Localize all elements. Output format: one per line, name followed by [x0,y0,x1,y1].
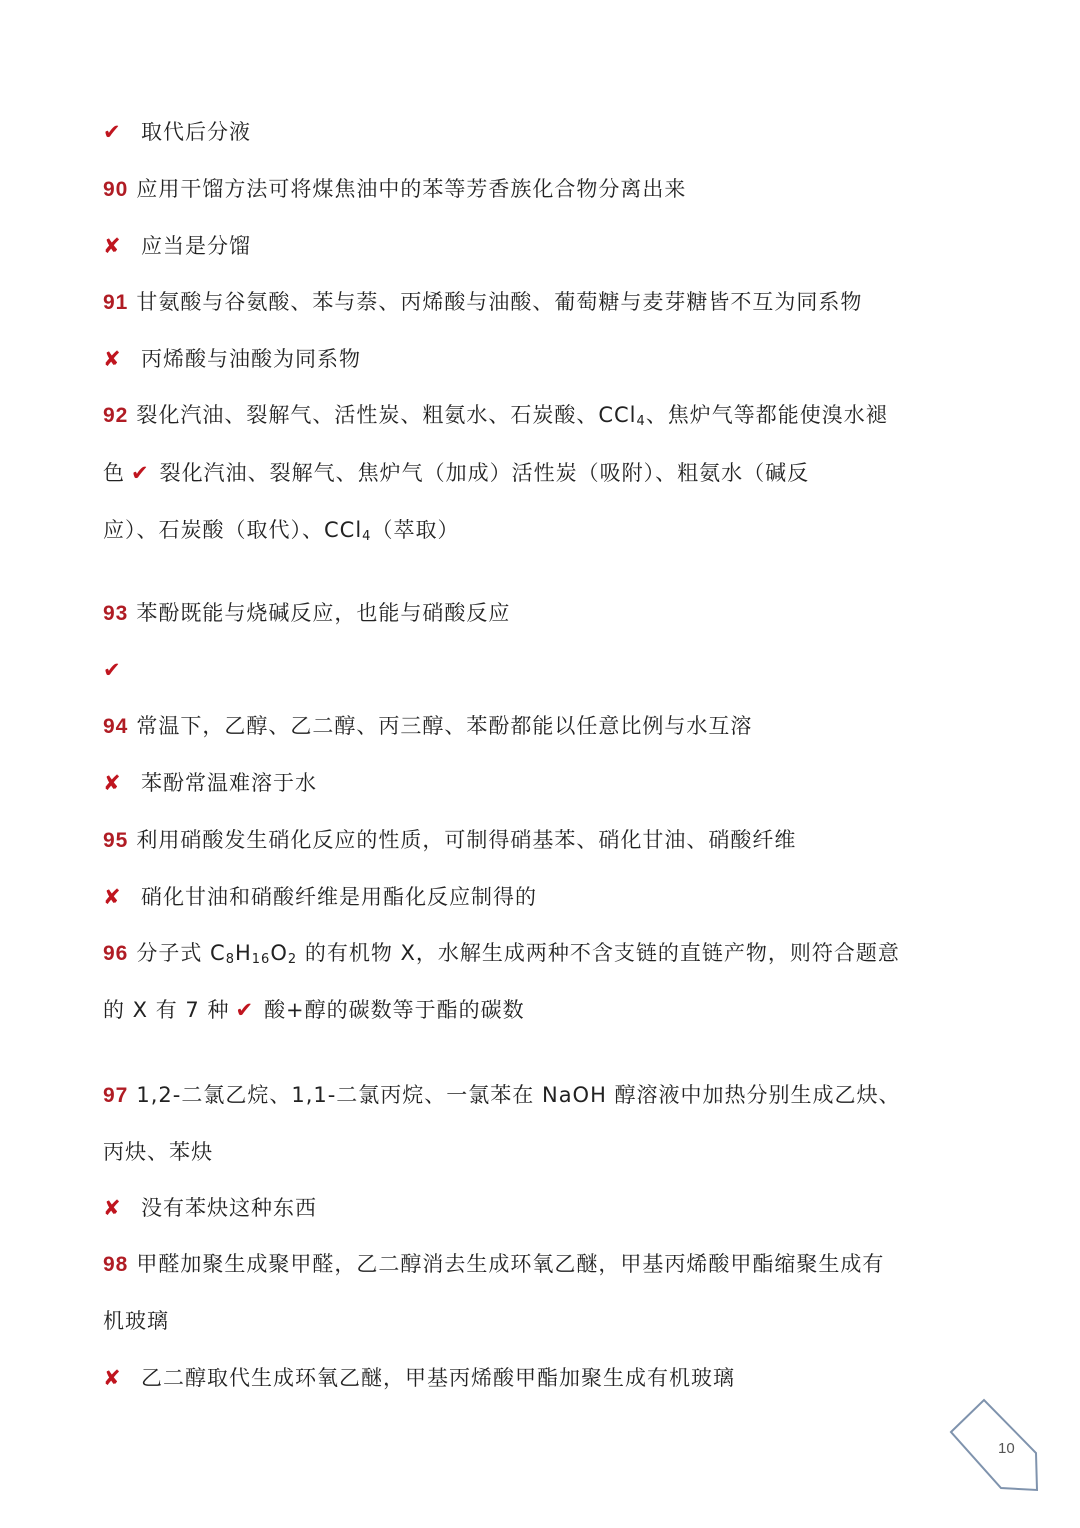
page-badge-icon [946,1396,1042,1492]
answer-line [103,117,251,147]
answer-line [103,231,251,261]
question-97 [103,1080,901,1111]
question-text: 的 X 有 7 种 [103,998,230,1022]
question-90 [103,174,686,205]
question-number: 90 [103,178,129,201]
formula-o: O [270,941,288,965]
answer-text: 没有苯炔这种东西 [141,1196,317,1220]
question-number: 97 [103,1084,129,1107]
question-96-line2 [103,995,525,1025]
subscript: 4 [636,414,646,429]
answer-text: 乙二醇取代生成环氧乙醚，甲基丙烯酸甲酯加聚生成有机玻璃 [141,1366,735,1390]
question-number: 98 [103,1253,129,1276]
answer-line [103,1193,317,1223]
question-text: 的有机物 X，水解生成两种不含支链的直链产物，则符合题意 [297,941,900,965]
question-text: 分子式 C [136,941,226,965]
question-text: 、焦炉气等都能使溴水褪 [645,403,888,427]
subscript: 4 [362,529,372,544]
question-text: 苯酚既能与烧碱反应，也能与硝酸反应 [136,601,511,625]
answer-line [103,655,141,685]
question-92-line2 [103,458,809,488]
answer-line [103,344,361,374]
question-text: 甲醛加聚生成聚甲醛，乙二醇消去生成环氧乙醚，甲基丙烯酸甲酯缩聚生成有 [136,1252,885,1276]
question-98-line2 [103,1306,169,1336]
cross-icon: ✘ [103,771,122,795]
question-text: 甘氨酸与谷氨酸、苯与萘、丙烯酸与油酸、葡萄糖与麦芽糖皆不互为同系物 [136,290,863,314]
question-text: 机玻璃 [103,1309,169,1333]
answer-text: 取代后分液 [141,120,251,144]
answer-text: （萃取） [371,518,460,542]
subscript: 2 [287,952,298,967]
answer-text: 应当是分馏 [141,234,251,258]
question-number: 95 [103,829,129,852]
question-text: 色 [103,461,125,485]
question-text: 利用硝酸发生硝化反应的性质，可制得硝基苯、硝化甘油、硝酸纤维 [136,828,797,852]
answer-text: 裂化汽油、裂解气、焦炉气（加成）活性炭（吸附）、粗氨水（碱反 [159,461,810,485]
answer-text: 苯酚常温难溶于水 [141,771,317,795]
question-98 [103,1249,884,1280]
question-number: 91 [103,291,129,314]
check-icon: ✔ [103,658,122,682]
answer-text: 酸+醇的碳数等于酯的碳数 [264,998,525,1022]
question-92-line3 [103,515,459,552]
cross-icon: ✘ [103,347,122,371]
question-number: 92 [103,404,129,427]
question-text: 1,2-二氯乙烷、1,1-二氯丙烷、一氯苯在 NaOH 醇溶液中加热分别生成乙炔、 [136,1083,901,1107]
formula-h: H [234,941,252,965]
answer-line [103,882,537,912]
question-number: 93 [103,602,129,625]
question-91 [103,287,862,318]
check-icon: ✔ [131,461,150,485]
subscript: 8 [225,952,235,967]
answer-text: 应）、石炭酸（取代）、CCl [103,518,363,542]
question-96 [103,938,900,975]
question-93 [103,598,510,629]
question-97-line2 [103,1137,213,1167]
cross-icon: ✘ [103,1366,122,1390]
page-number: 10 [998,1440,1015,1457]
answer-line [103,1363,735,1393]
cross-icon: ✘ [103,885,122,909]
question-number: 96 [103,942,129,965]
question-text: 应用干馏方法可将煤焦油中的苯等芳香族化合物分离出来 [136,177,687,201]
cross-icon: ✘ [103,234,122,258]
question-94 [103,711,752,742]
question-number: 94 [103,715,129,738]
question-text: 常温下，乙醇、乙二醇、丙三醇、苯酚都能以任意比例与水互溶 [136,714,753,738]
cross-icon: ✘ [103,1196,122,1220]
subscript: 16 [251,952,271,967]
check-icon: ✔ [103,120,122,144]
question-92 [103,400,888,437]
check-icon: ✔ [235,998,255,1022]
question-text: 裂化汽油、裂解气、活性炭、粗氨水、石炭酸、CCl [136,403,637,427]
answer-text: 丙烯酸与油酸为同系物 [141,347,361,371]
question-text: 丙炔、苯炔 [103,1140,213,1164]
question-95 [103,825,796,856]
answer-line [103,768,317,798]
answer-text: 硝化甘油和硝酸纤维是用酯化反应制得的 [141,885,537,909]
